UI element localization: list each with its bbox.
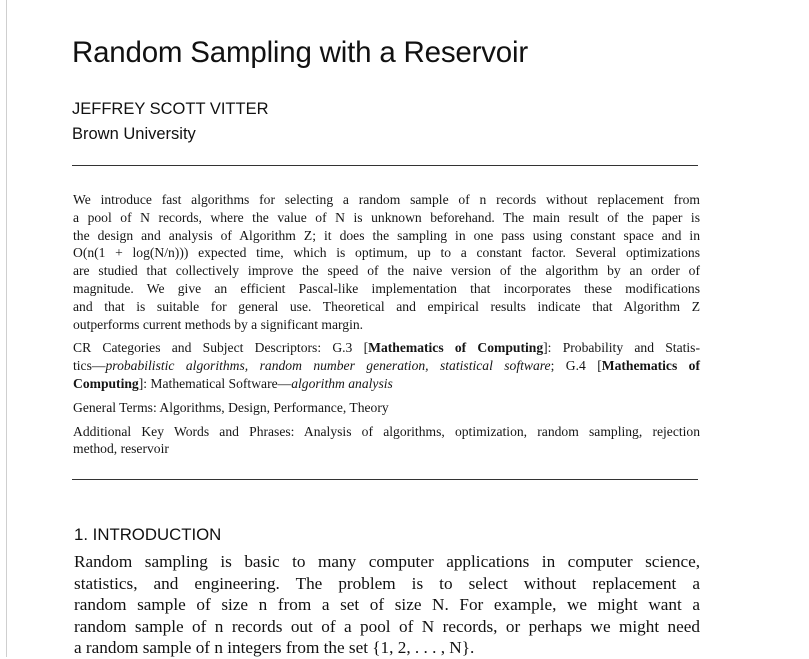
cr-line2-start: tics— (73, 358, 106, 374)
cr-line3-after: ]: Mathematical Software— (138, 375, 292, 391)
abstract-block (73, 191, 700, 458)
section-heading: 1. INTRODUCTION (74, 525, 222, 544)
intro-line: statistics, and engineering. The problem is to select without replacement a (74, 573, 700, 593)
paper-title: Random Sampling with a Reservoir (72, 36, 528, 69)
cr-categories (73, 339, 700, 392)
author-affiliation: Brown University (72, 125, 196, 143)
intro-line: a random sample of n integers from the set {1, 2, . . . , N}. (74, 638, 475, 658)
cr-line2-after: ; G.4 [ (550, 358, 602, 374)
general-terms (73, 399, 700, 417)
general-terms-text: General Terms: Algorithms, Design, Performance, Theory (73, 399, 389, 415)
keywords (73, 423, 700, 459)
keywords-line: method, reservoir (73, 441, 169, 457)
intro-line: random sample of size n from a set of size N. For example, we might want a (74, 595, 700, 615)
bottom-divider (72, 479, 698, 480)
abstract-line: the design and analysis of Algorithm Z; it does the sampling in one pass using constant space and in (73, 227, 700, 243)
abstract-line: are studied that collectively improve the speed of the naive version of the algorithm by an order of (73, 263, 700, 279)
author-name: JEFFREY SCOTT VITTER (72, 100, 269, 118)
keywords-line: Additional Key Words and Phrases: Analysis of algorithms, optimization, random sampling, rejection (73, 423, 700, 439)
intro-paragraph (74, 551, 700, 659)
intro-line: Random sampling is basic to many computer applications in computer science, (74, 552, 700, 571)
abstract-line: a pool of N records, where the value of N is unknown beforehand. The main result of the paper is (73, 209, 700, 225)
abstract-line: O(n(1 + log(N/n))) expected time, which is optimum, up to a constant factor. Several optimizations (73, 245, 700, 261)
abstract-line: and that is suitable for general use. Theoretical and empirical results indicate that Algorithm Z (73, 298, 700, 314)
cr-category-2a: Mathematics of (601, 358, 700, 374)
cr-category-1: Mathematics of Computing (368, 340, 544, 356)
cr-line2-italic: probabilistic algorithms, random number generation, statistical software (105, 358, 551, 374)
top-divider (72, 165, 698, 166)
abstract-line: magnitude. We give an efficient Pascal-like implementation that incorporates these modifications (73, 280, 700, 296)
abstract-line: outperforms current methods by a significant margin. (73, 316, 364, 332)
abstract-line: We introduce fast algorithms for selecting a random sample of n records without replacement from (73, 192, 700, 207)
cr-after-1: ]: Probability and Statis- (543, 340, 700, 356)
cr-lead: CR Categories and Subject Descriptors: G.3 [ (73, 340, 369, 356)
abstract-paragraph (73, 191, 700, 333)
cr-category-2b: Computing (73, 375, 139, 391)
intro-line: random sample of n records out of a pool of N records, or perhaps we might need (74, 616, 700, 636)
cr-line3-italic: algorithm analysis (291, 375, 393, 391)
